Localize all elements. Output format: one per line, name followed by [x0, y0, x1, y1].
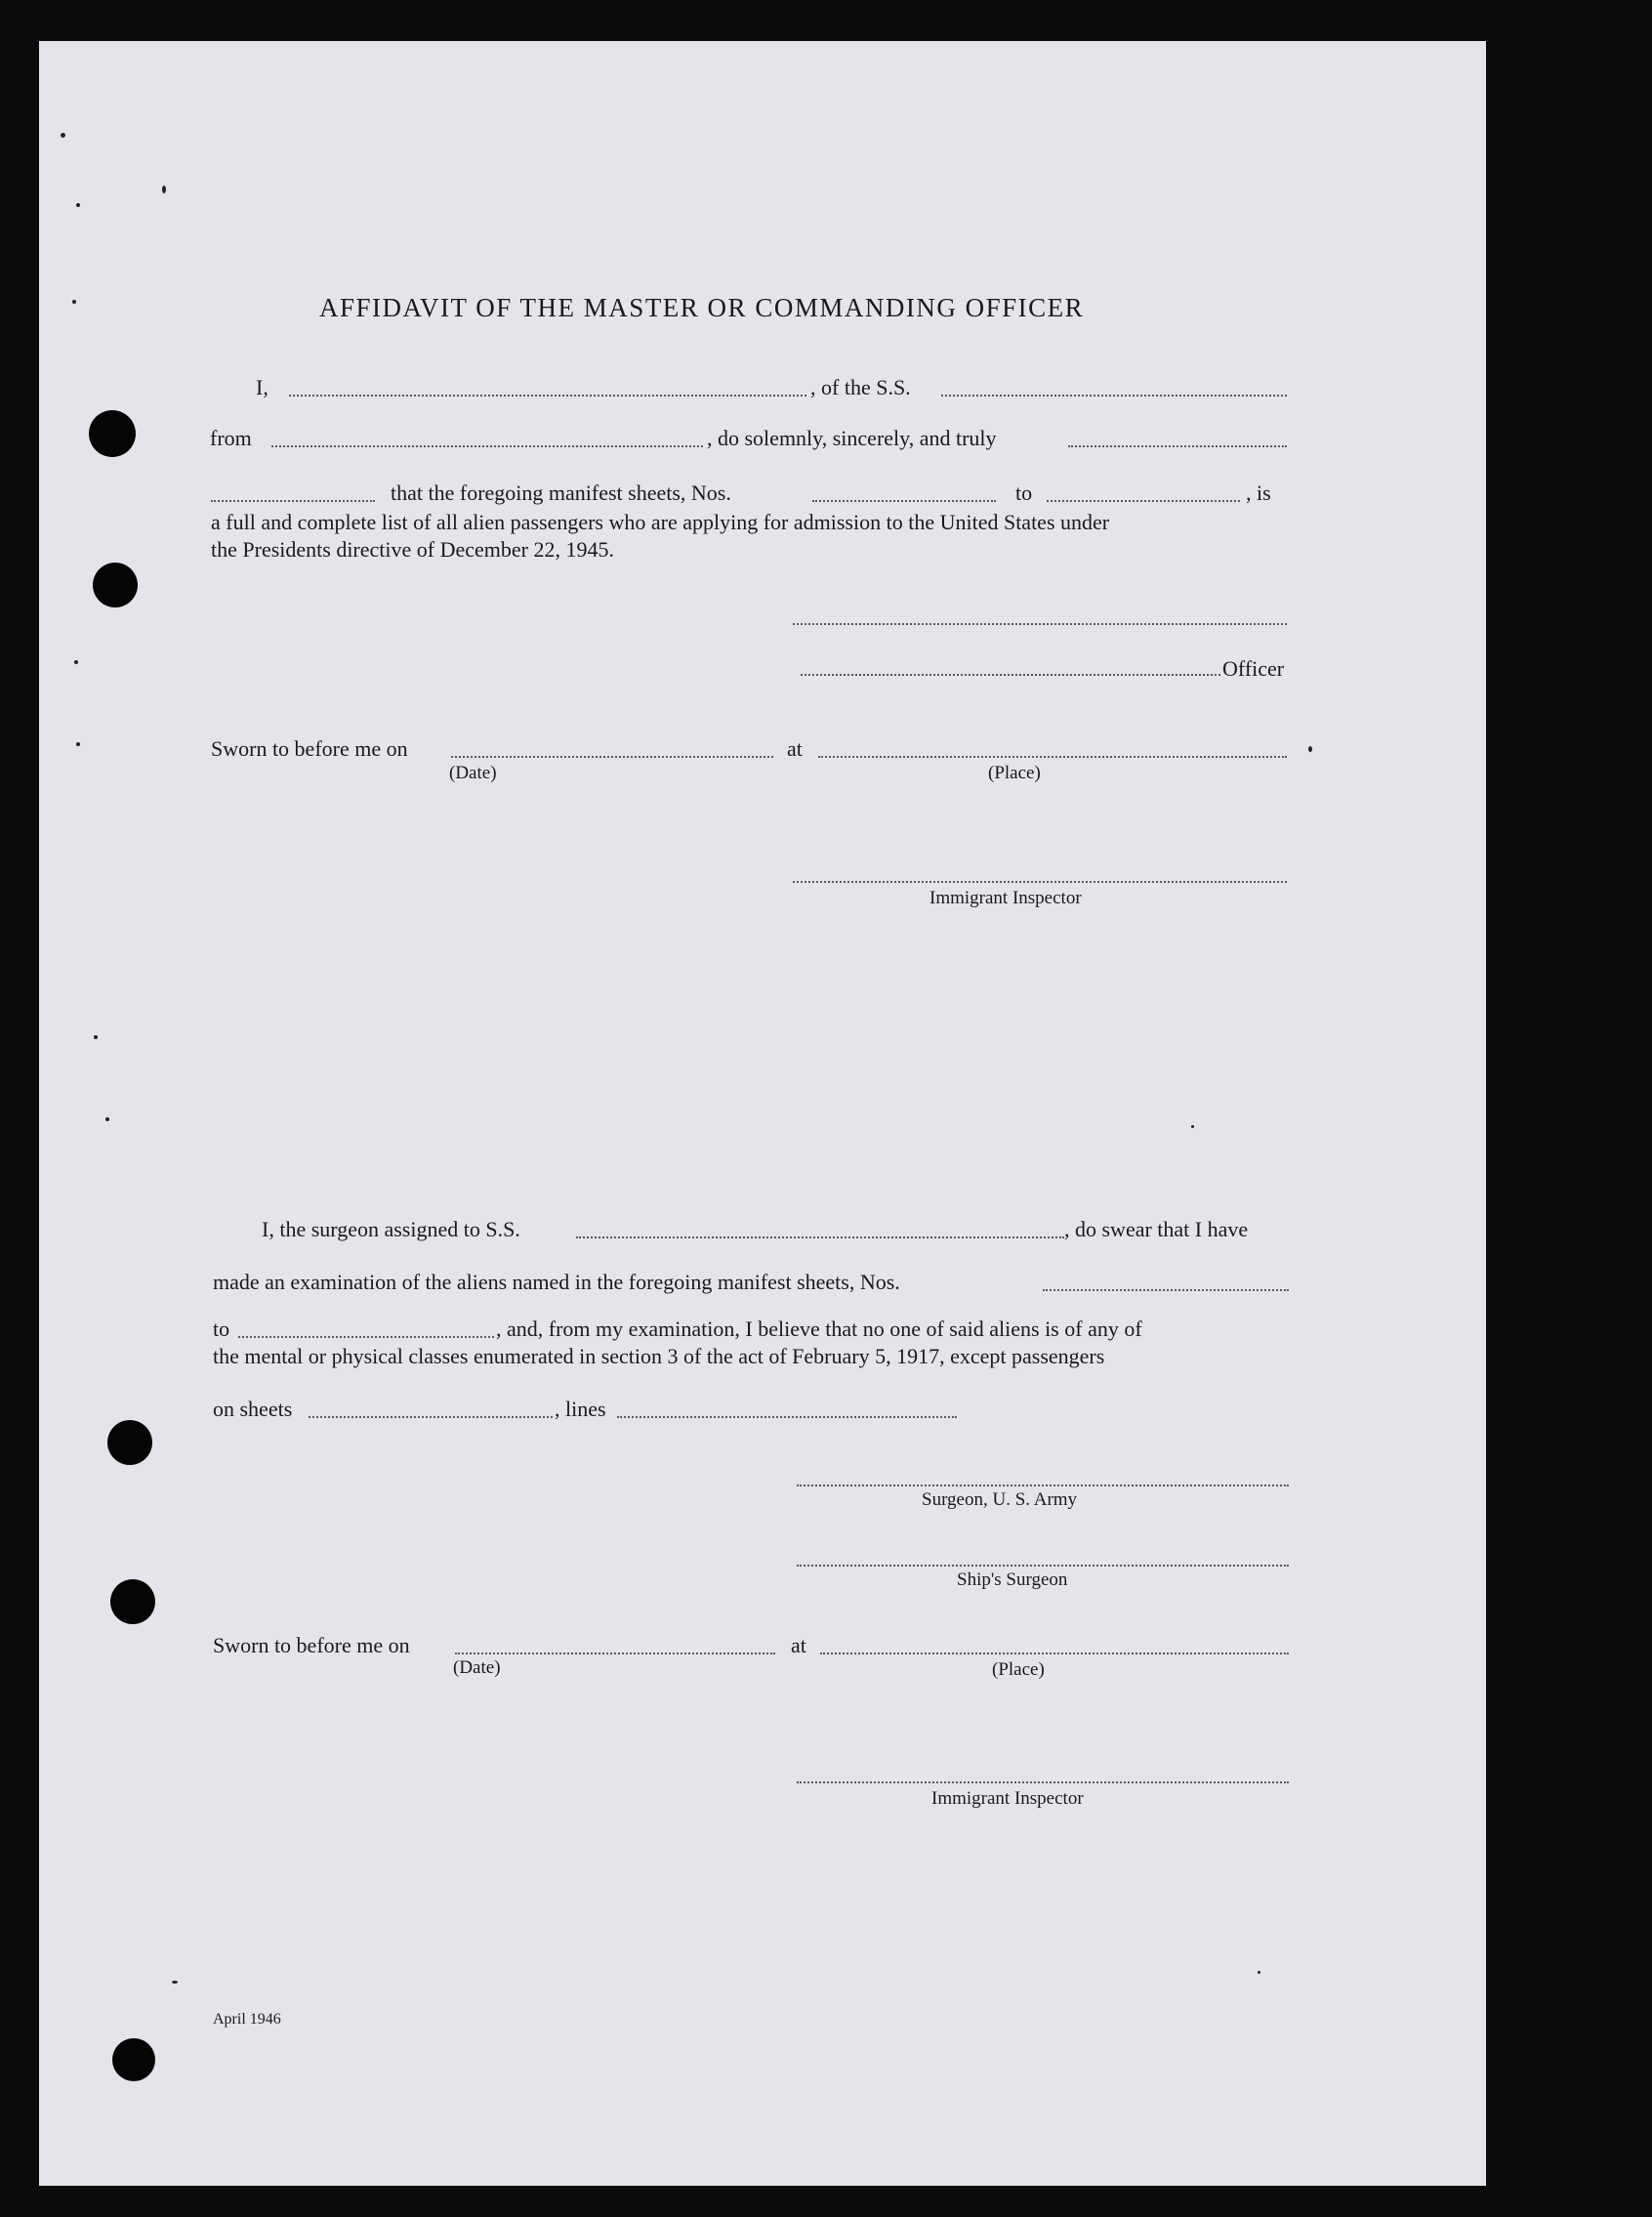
officer-label: Officer	[1222, 656, 1285, 681]
i-label: I,	[256, 375, 268, 399]
document-page	[39, 41, 1486, 2186]
from-label: from	[210, 426, 252, 450]
on-sheets-label: on sheets	[213, 1397, 293, 1421]
speck	[105, 1117, 109, 1121]
exception-lines-field[interactable]	[617, 1416, 957, 1418]
army-surgeon-signature-field[interactable]	[797, 1485, 1289, 1486]
punch-hole	[107, 1420, 152, 1465]
from-port-field[interactable]	[271, 445, 703, 447]
ship-surgeon-signature-field[interactable]	[797, 1565, 1289, 1567]
punch-hole	[93, 563, 138, 607]
master-name-field[interactable]	[289, 395, 806, 397]
speck	[76, 742, 80, 746]
sworn-label: Sworn to before me on	[211, 736, 408, 761]
date-caption-surgeon: (Date)	[453, 1657, 501, 1678]
surgeon-ship-field[interactable]	[576, 1236, 1064, 1238]
punch-hole	[110, 1579, 155, 1624]
affirmation-field[interactable]	[1068, 445, 1287, 447]
date-caption: (Date)	[449, 763, 497, 783]
inspector-label: Immigrant Inspector	[929, 888, 1082, 908]
inspector-signature-field[interactable]	[793, 881, 1287, 883]
exam-to-field[interactable]	[238, 1336, 494, 1338]
surgeon-intro: I, the surgeon assigned to S.S.	[262, 1217, 520, 1241]
manifest-from-field[interactable]	[812, 500, 996, 502]
speck	[94, 1035, 98, 1039]
inspector-label-surgeon: Immigrant Inspector	[931, 1788, 1084, 1809]
to-label: to	[1015, 481, 1033, 505]
speck	[76, 203, 80, 207]
surgeon-sworn-place-field[interactable]	[820, 1652, 1289, 1654]
ship-surgeon-label: Ship's Surgeon	[957, 1569, 1068, 1590]
classes-line: the mental or physical classes enumerated in section 3 of the act of February 5, 1917, except passengers	[213, 1344, 1105, 1368]
exam-line: made an examination of the aliens named in the foregoing manifest sheets, Nos.	[213, 1270, 900, 1294]
sworn-label-surgeon: Sworn to before me on	[213, 1633, 410, 1657]
affirm-word-field[interactable]	[211, 500, 375, 502]
swear-text: , do swear that I have	[1064, 1217, 1249, 1241]
punch-hole	[89, 410, 136, 457]
army-surgeon-label: Surgeon, U. S. Army	[922, 1489, 1078, 1510]
manifest-to-field[interactable]	[1047, 500, 1240, 502]
lines-label: , lines	[555, 1397, 606, 1421]
signature-line[interactable]	[793, 623, 1287, 625]
is-label: , is	[1246, 481, 1271, 505]
punch-hole	[112, 2038, 155, 2081]
sworn-place-field[interactable]	[818, 756, 1287, 758]
exception-sheets-field[interactable]	[309, 1416, 553, 1418]
to-label-surgeon: to	[213, 1317, 230, 1341]
officer-signature-field[interactable]	[801, 674, 1220, 676]
surgeon-sworn-date-field[interactable]	[455, 1652, 775, 1654]
speck	[74, 660, 78, 664]
speck	[1191, 1125, 1194, 1128]
speck	[162, 186, 166, 193]
sworn-date-field[interactable]	[451, 756, 773, 758]
solemnly-text: , do solemnly, sincerely, and truly	[707, 426, 997, 450]
belief-text: , and, from my examination, I believe that no one of said aliens is of any of	[496, 1317, 1142, 1341]
ship-name-field[interactable]	[941, 395, 1287, 397]
at-label: at	[787, 736, 803, 761]
speck	[172, 1981, 178, 1984]
place-caption-surgeon: (Place)	[992, 1659, 1045, 1680]
directive-line: the Presidents directive of December 22, 1945.	[211, 537, 614, 562]
affidavit-title: AFFIDAVIT OF THE MASTER OR COMMANDING OFFICER	[319, 293, 1085, 322]
of-ss-label: , of the S.S.	[810, 375, 911, 399]
speck	[72, 300, 76, 304]
form-date: April 1946	[213, 2011, 281, 2028]
list-line: a full and complete list of all alien passengers who are applying for admission to the United States under	[211, 510, 1110, 534]
place-caption: (Place)	[988, 763, 1041, 783]
speck	[1258, 1971, 1260, 1974]
exam-from-field[interactable]	[1043, 1289, 1289, 1291]
at-label-surgeon: at	[791, 1633, 806, 1657]
manifest-text: that the foregoing manifest sheets, Nos.	[391, 481, 731, 505]
speck	[61, 133, 65, 138]
speck	[1308, 746, 1312, 752]
surgeon-inspector-signature-field[interactable]	[797, 1781, 1289, 1783]
